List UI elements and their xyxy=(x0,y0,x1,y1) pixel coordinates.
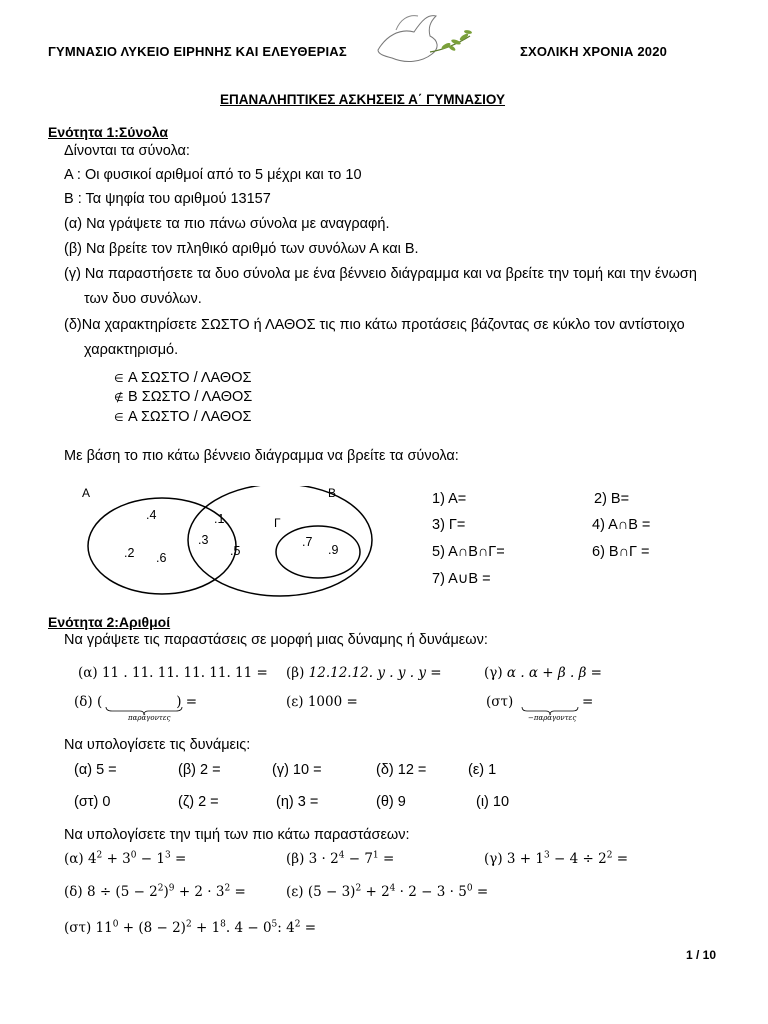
text-line: Α : Οι φυσικοί αριθμοί από το 5 μέχρι και το 10 xyxy=(64,167,362,183)
statement-text: Α ΣΩΣΤΟ / ΛΑΘΟΣ xyxy=(128,409,252,425)
text-line: (δ)Να χαρακτηρίσετε ΣΩΣΤΟ ή ΛΑΘΟΣ τις πιο κάτω προτάσεις βάζοντας σε κύκλο τον αντίστοιχο xyxy=(64,317,685,333)
section-2-heading: Ενότητα 2:Αριθμοί xyxy=(48,614,171,630)
set-g-circle xyxy=(276,526,360,578)
instruction: Να γράψετε τις παραστάσεις σε μορφή μιας δύναμης ή δυνάμεων: xyxy=(64,632,488,648)
compute-item: (στ) 0 xyxy=(74,794,111,810)
power-item-e: (ε) 1000 = xyxy=(286,694,358,710)
statement-row xyxy=(114,388,252,406)
text-line: χαρακτηρισμό. xyxy=(84,342,179,358)
compute-item: (α) 5 = xyxy=(74,762,117,778)
power-item-c: (γ) α . α + β . β = xyxy=(484,665,602,681)
eval-item-d: (δ) $8 \div (5 - 2^2)^9 + 2 \cdot 3^2$ = xyxy=(64,883,246,900)
page-title: ΕΠΑΝΑΛΗΠΤΙΚΕΣ ΑΣΚΗΣΕΙΣ Α΄ ΓΥΜΝΑΣΙΟΥ xyxy=(220,92,506,107)
eval-item-c: (γ) $3 + 1^3 - 4 \div 2^2$ = xyxy=(484,850,629,867)
venn-intro: Με βάση το πιο κάτω βέννειο διάγραμμα να βρείτε τα σύνολα: xyxy=(64,448,459,464)
venn-question: 1) Α= xyxy=(432,491,467,507)
factors-label: −παράγοντες xyxy=(528,714,577,722)
venn-question: 4) Α∩Β = xyxy=(592,517,651,533)
venn-question: 5) Α∩Β∩Γ= xyxy=(432,544,505,560)
eval-item-b: (β) $3 \cdot 2^4 - 7^1$ = xyxy=(286,850,395,867)
school-year: ΣΧΟΛΙΚΗ ΧΡΟΝΙΑ 2020 xyxy=(520,44,668,59)
venn-point: .9 xyxy=(328,543,339,557)
compute-item: (δ) 12 = xyxy=(376,762,427,778)
venn-question: 7) Α∪Β = xyxy=(432,571,491,587)
statement-row xyxy=(114,408,251,426)
power-item-a: (α) 11 . 11. 11. 11. 11. 11 = xyxy=(78,665,268,681)
text-line: (α) Να γράψετε τα πιο πάνω σύνολα με αναγραφή. xyxy=(64,216,390,232)
section-1-heading: Ενότητα 1:Σύνολα xyxy=(48,124,168,140)
compute-item: (η) 3 = xyxy=(276,794,319,810)
eval-item-e: (ε) $(5 - 3)^2 + 2^4 \cdot 2 - 3 \cdot 5^0$ = xyxy=(286,883,489,900)
element-of-symbol: ∈ xyxy=(114,411,124,424)
set-a-label: Α xyxy=(82,486,91,500)
venn-point: .1 xyxy=(214,512,225,526)
power-item-b: (β) 12.12.12. y . y . y = xyxy=(286,665,442,681)
not-element-of-symbol: ∉ xyxy=(114,391,124,404)
compute-item: (θ) 9 xyxy=(376,794,406,810)
power-item-st-end: = xyxy=(582,694,594,710)
venn-point: .4 xyxy=(146,508,157,522)
statement-text: Β ΣΩΣΤΟ / ΛΑΘΟΣ xyxy=(128,389,253,405)
venn-point: .2 xyxy=(124,546,135,560)
venn-point: .3 xyxy=(198,533,209,547)
venn-question: 6) Β∩Γ = xyxy=(592,544,650,560)
venn-point: .5 xyxy=(230,544,241,558)
compute-item: (ι) 10 xyxy=(476,794,510,810)
power-item-d: (δ) ( ) = xyxy=(74,694,198,710)
eval-item-st: (στ) $11^0 + (8 - 2)^2 + 1^8$. $4 - 0^5$: $4^2$ = xyxy=(64,919,317,936)
school-name: ΓΥΜΝΑΣΙΟ ΛΥΚΕΙΟ ΕΙΡΗΝΗΣ ΚΑΙ ΕΛΕΥΘΕΡΙΑΣ xyxy=(48,44,347,59)
set-b-label: Β xyxy=(328,486,337,500)
instruction: Να υπολογίσετε την τιμή των πιο κάτω παραστάσεων: xyxy=(64,827,410,843)
venn-point: .6 xyxy=(156,551,167,565)
text-line: Β : Τα ψηφία του αριθμού 13157 xyxy=(64,191,271,207)
venn-question: 2) Β= xyxy=(594,491,630,507)
compute-item: (β) 2 = xyxy=(178,762,221,778)
compute-item: (ζ) 2 = xyxy=(178,794,219,810)
instruction: Να υπολογίσετε τις δυνάμεις: xyxy=(64,737,251,753)
set-g-label: Γ xyxy=(274,516,281,530)
text-line: (β) Να βρείτε τον πληθικό αριθμό των συνόλων Α και Β. xyxy=(64,241,419,257)
compute-item: (γ) 10 = xyxy=(272,762,322,778)
factors-label: παράγοντες xyxy=(128,714,171,722)
text-line: (γ) Να παραστήσετε τα δυο σύνολα με ένα βέννειο διάγραμμα και να βρείτε την τομή και την ένωση xyxy=(64,266,697,282)
statement-text: Α ΣΩΣΤΟ / ΛΑΘΟΣ xyxy=(128,370,252,386)
page-number: 1 / 10 xyxy=(686,948,717,962)
eval-item-a: (α) $4^2 + 3^0 - 1^3$ = xyxy=(64,850,187,867)
power-item-st: (στ) xyxy=(486,694,514,710)
venn-point: .7 xyxy=(302,535,313,549)
text-line: των δυο συνόλων. xyxy=(84,291,202,307)
dove-with-olive-branch-icon xyxy=(366,6,478,72)
compute-item: (ε) 1 xyxy=(468,762,497,778)
element-of-symbol: ∈ xyxy=(114,372,124,385)
statement-row xyxy=(114,369,251,387)
text-line: Δίνονται τα σύνολα: xyxy=(64,143,190,159)
venn-question: 3) Γ= xyxy=(432,517,466,533)
